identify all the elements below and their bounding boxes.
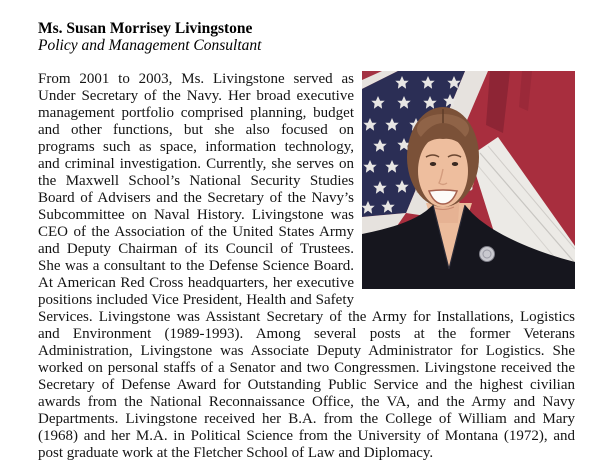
bio-text: From 2001 to 2003, Ms. Livingstone served as Under Secretary of the Navy. Her broad executive management portfolio comprised planning, budget and other functions, but she also focused on programs such as space, information technology, and criminal investigation. Currently, she serves on the Maxwell School’s National Security Studies Board of Advisers and the Secretary of the Navy’s Subcommittee on Naval History. Livingstone was CEO of the Association of the United States Army and Deputy Chairman of its Council of Trustees. She was a consultant to the Defense Science Board. At American Red Cross headquarters, her executive positions included Vice President, Health and Safety Services. Livingstone was Assistant Secretary of the Army for Installations, Logistics and Environment (1989-1993). Among several posts at the former Veterans Administration, Livingstone was Associate Deputy Administrator for Logistics. She worked on personal staffs of a Senator and two Congressmen. Livingstone received the Secretary of Defense Award for Outstanding Public Service and the highest civilian awards from the National Reconnaissance Office, the VA, and the Army and Navy Departments. Livingstone received her B.A. from the College of William and Mary (1968) and her M.A. in Political Science from the University of Montana (1972), and post graduate work at the Fletcher School of Law and Diplomacy.	[38, 71, 575, 461]
lapel-pin	[480, 247, 495, 262]
person-role: Policy and Management Consultant	[38, 36, 262, 54]
portrait-photo	[362, 71, 575, 289]
person-name: Ms. Susan Morrisey Livingstone	[38, 20, 253, 37]
bio-section	[38, 71, 575, 462]
